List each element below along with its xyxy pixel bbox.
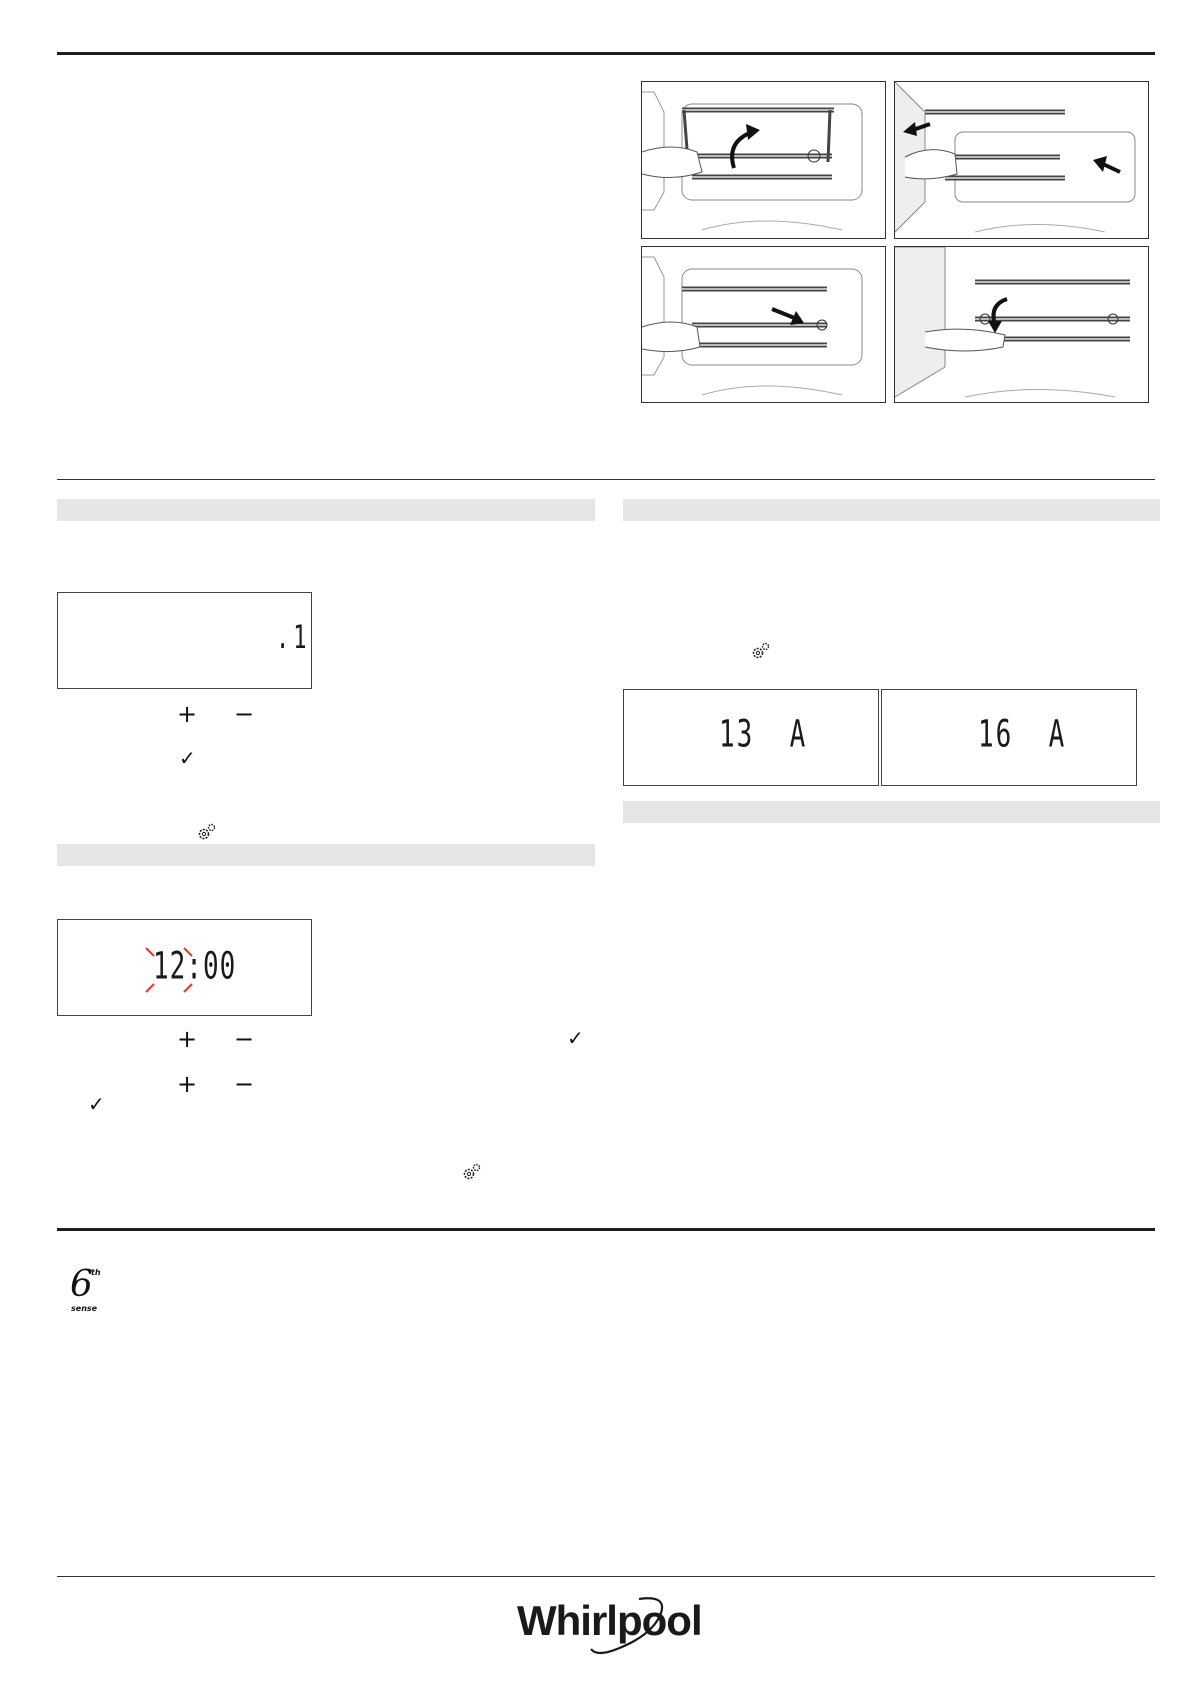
section-bar-next <box>623 801 1160 823</box>
plus-button-icon: + <box>177 1025 198 1053</box>
display-value-power-13a: 13 A <box>719 713 808 757</box>
check-icon: ✓ <box>179 746 196 770</box>
display-panel-power-13a <box>623 689 879 786</box>
brand-logo <box>517 1591 707 1661</box>
settings-gear-icon <box>751 641 771 666</box>
section-rule <box>57 479 1155 480</box>
section-bar-language <box>57 499 595 521</box>
footer-rule <box>57 1576 1155 1577</box>
section-rule-thick <box>57 1228 1155 1231</box>
display-panel-language <box>57 592 312 689</box>
plus-button-icon: + <box>177 1070 198 1098</box>
illustration-lower-rack <box>894 246 1149 403</box>
display-panel-clock <box>57 919 312 1016</box>
top-rule <box>57 52 1155 55</box>
check-icon: ✓ <box>88 1092 105 1116</box>
section-bar-power <box>623 499 1160 521</box>
section-bar-clock <box>57 844 595 866</box>
sixth-sense-superscript: th <box>91 1268 101 1277</box>
brand-logo-text: Whirlpool <box>517 1597 702 1644</box>
display-value-power-16a: 16 A <box>978 713 1067 757</box>
minus-button-icon: − <box>234 700 255 728</box>
minus-button-icon: − <box>234 1025 255 1053</box>
settings-gear-icon <box>462 1162 482 1187</box>
plus-button-icon: + <box>177 700 198 728</box>
illustration-slide-rack <box>894 81 1149 239</box>
sixth-sense-logo <box>70 1264 110 1315</box>
sixth-sense-number: 6 <box>70 1264 93 1305</box>
display-value-language: .1 <box>276 620 311 657</box>
illustration-push-rack <box>641 246 886 403</box>
illustration-rotate-rack <box>641 81 886 239</box>
check-icon: ✓ <box>567 1026 584 1050</box>
minus-button-icon: − <box>234 1070 255 1098</box>
display-value-clock: 12:00 <box>153 945 237 989</box>
sixth-sense-word: sense <box>71 1304 98 1313</box>
display-panel-power-16a <box>881 689 1137 786</box>
